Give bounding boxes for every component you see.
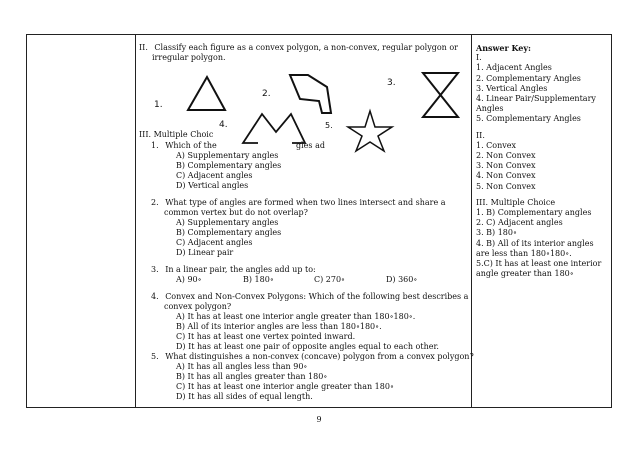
q2-option-a: A) Supplementary angles bbox=[176, 218, 279, 227]
figure-label-2: 2. bbox=[262, 89, 271, 99]
q1-text-part-a: Which of the bbox=[165, 141, 217, 150]
figure-hourglass bbox=[423, 73, 458, 117]
q1-option-a: A) Supplementary angles bbox=[176, 151, 279, 160]
q1-text-part-b: gles ad bbox=[296, 141, 325, 150]
q5-number: 5. bbox=[151, 352, 159, 361]
q4-number: 4. bbox=[151, 292, 159, 301]
answer-key-part1-item: 2. Complementary Angles bbox=[476, 73, 581, 83]
answer-key-part3-item: 3. B) 180∘ bbox=[476, 228, 517, 238]
q2-option-d: D) Linear pair bbox=[176, 248, 234, 257]
q4-option-b: B) All of its interior angles are less than 180∘180∘. bbox=[176, 322, 382, 331]
q4-option-a: A) It has at least one interior angle greater than 180∘180∘. bbox=[176, 312, 416, 321]
section2-heading-line1: Classify each figure as a convex polygon, a non-convex, regular polygon or bbox=[154, 43, 458, 52]
q1-option-c: C) Adjacent angles bbox=[176, 171, 253, 180]
q5-option-a: A) It has all angles less than 90∘ bbox=[176, 362, 308, 371]
figure-overlap-mask bbox=[258, 140, 292, 150]
q2-option-c: C) Adjacent angles bbox=[176, 238, 253, 247]
page-number: 9 bbox=[316, 415, 322, 424]
q1-stem bbox=[151, 141, 217, 151]
answer-key-part1-item: 5. Complementary Angles bbox=[476, 114, 581, 124]
q4-line1: Convex and Non-Convex Polygons: Which of the following best describes a bbox=[165, 292, 469, 301]
q4-option-d: D) It has at least one pair of opposite angles equal to each other. bbox=[176, 342, 439, 351]
figure-label-1: 1. bbox=[154, 100, 163, 110]
figure-label-4: 4. bbox=[219, 120, 228, 130]
q4-stem bbox=[151, 292, 468, 302]
q4-option-c: C) It has at least one vertex pointed inward. bbox=[176, 332, 356, 341]
q5-option-d: D) It has all sides of equal length. bbox=[176, 392, 313, 401]
q2-line1: What type of angles are formed when two lines intersect and share a bbox=[165, 198, 446, 207]
answer-key-title: Answer Key: bbox=[476, 43, 531, 53]
q3-option-b: B) 180∘ bbox=[243, 275, 274, 284]
q5-option-b: B) It has all angles greater than 180∘ bbox=[176, 372, 328, 381]
q2-option-b: B) Complementary angles bbox=[176, 228, 282, 237]
answer-key-part2-item: 1. Convex bbox=[476, 140, 517, 150]
section2-heading-line2: irregular polygon. bbox=[152, 53, 226, 62]
q2-stem bbox=[151, 198, 446, 208]
figure-label-5: 5. bbox=[325, 121, 333, 130]
answer-key bbox=[476, 43, 608, 279]
q3-option-a: A) 90∘ bbox=[176, 275, 202, 284]
q1-option-d: D) Vertical angles bbox=[176, 181, 249, 190]
q2-number: 2. bbox=[151, 198, 159, 207]
answer-key-part2-item: 5. Non Convex bbox=[476, 181, 536, 191]
answer-key-part1-item: 3. Vertical Angles bbox=[476, 83, 548, 93]
q3-option-d: D) 360∘ bbox=[386, 275, 418, 284]
q3-stem bbox=[151, 265, 316, 275]
answer-key-part1-title: I. bbox=[476, 53, 482, 63]
answer-key-part2-item: 4. Non Convex bbox=[476, 171, 536, 181]
q5-option-c: C) It has at least one interior angle greater than 180∘ bbox=[176, 382, 394, 391]
answer-key-part3-item: 4. B) All of its interior angles are less than 180∘180∘. bbox=[476, 238, 594, 258]
q3-option-c: C) 270∘ bbox=[314, 275, 345, 284]
section2-number: II. bbox=[139, 43, 148, 52]
answer-key-part1-item: 1. Adjacent Angles bbox=[476, 63, 552, 73]
section3-heading: III. Multiple Choic bbox=[139, 130, 214, 139]
figure-star bbox=[348, 111, 392, 151]
q5-text: What distinguishes a non-convex (concave) polygon from a convex polygon? bbox=[165, 352, 474, 361]
q3-text: In a linear pair, the angles add up to: bbox=[165, 265, 316, 274]
figure-concave-polygon bbox=[290, 75, 331, 113]
answer-key-part3-item: 1. B) Complementary angles bbox=[476, 208, 592, 218]
q2-line2: common vertex but do not overlap? bbox=[164, 208, 308, 217]
answer-key-part2-title: II. bbox=[476, 130, 485, 140]
answer-key-part3-title: III. Multiple Choice bbox=[476, 197, 556, 207]
q1-option-b: B) Complementary angles bbox=[176, 161, 282, 170]
answer-key-part1-item: 4. Linear Pair/Supplementary Angles bbox=[476, 94, 596, 114]
answer-key-part3-item: 5.C) It has at least one interior angle greater than 180∘ bbox=[476, 259, 602, 279]
figure-triangle bbox=[188, 77, 225, 110]
answer-key-part2-item: 3. Non Convex bbox=[476, 161, 536, 171]
q4-line2: convex polygon? bbox=[164, 302, 232, 311]
q5-stem bbox=[151, 352, 474, 362]
figure-notched-shape bbox=[243, 114, 305, 143]
answer-key-part2-item: 2. Non Convex bbox=[476, 151, 536, 161]
figure-label-3: 3. bbox=[387, 78, 396, 88]
answer-key-part3-item: 2. C) Adjacent angles bbox=[476, 218, 563, 228]
q1-number: 1. bbox=[151, 141, 159, 150]
q3-number: 3. bbox=[151, 265, 159, 274]
